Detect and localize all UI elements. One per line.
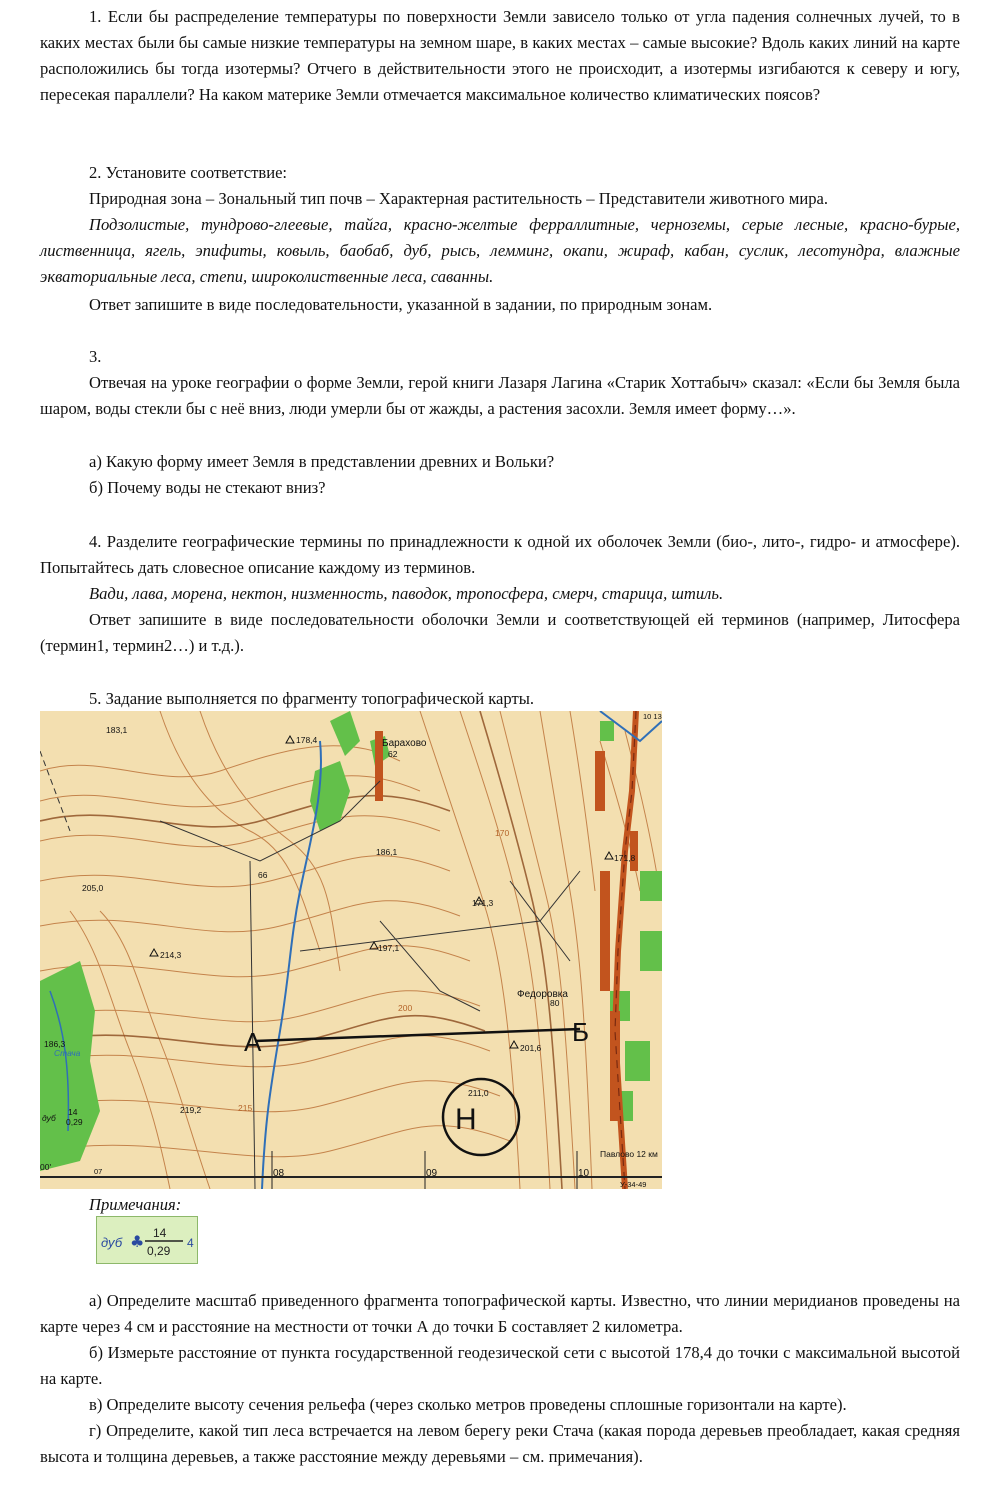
map-label-178-4: 178,4 [296,735,318,745]
topographic-map [40,711,662,1189]
map-label-corner: 10 13 [643,712,662,721]
map-label-215: 215 [238,1103,253,1113]
map-label-dub-h: 14 [68,1107,78,1117]
map-label-pavlovo: Павлово 12 км [600,1149,658,1159]
map-label-grid-07: 07 [94,1167,103,1176]
question-4-answer-note: Ответ запишите в виде последовательности оболочки Земли и соответствующей ей терминов (например, Литосфера (термин1, термин2…) и т.д.). [40,610,960,655]
map-label-barakhovo: Барахово [382,738,427,749]
legend-height: 14 [153,1226,167,1240]
question-3-b: б) Почему воды не стекают вниз? [89,478,326,497]
map-label-171-8: 171,8 [614,853,636,863]
map-label-211-0: 211,0 [468,1088,489,1098]
question-1-text: 1. Если бы распределение температуры по поверхности Земли зависело только от угла падения солнечных лучей, то в каких местах были бы самые низкие температуры на земном шаре, в каких местах – самые высокие? Вдоль каких линий на карте расположились бы тогда изотермы? Отчего в действительности этого не происходит, а изотермы изгибаются к северу и югу, пересекая параллели? На каком материке Земли отмечается максимальное количество климатических поясов? [40,7,960,104]
map-label-river: Стача [54,1048,81,1058]
map-label-fedorovka: Федоровка [517,989,568,1000]
question-2-terms: Подзолистые, тундрово-глеевые, тайга, красно-желтые ферраллитные, черноземы, серые лесные, красно-бурые, лиственница, ягель, эпифиты, ковыль, баобаб, дуб, рысь, лемминг, окапи, жираф, кабан, суслик, лесотундра, влажные экваториальные леса, степи, широколиственные леса, саванны. [40,215,960,286]
question-5-a: а) Определите масштаб приведенного фрагмента топографической карты. Известно, что линии меридианов проведены на карте через 4 см и расстояние на местности от точки А до точки Б составляет 2 километра. [40,1291,960,1336]
legend-spacing: 4 [187,1236,194,1250]
question-3-text: Отвечая на уроке географии о форме Земли, герой книги Лазаря Лагина «Старик Хоттабыч» сказал: «Если бы Земля была шаром, воды стекли бы с неё вниз, люди умерли бы от жажды, а растения засохли. Земля имеет форму…». [40,373,960,418]
map-label-171-3: 171,3 [472,898,494,908]
question-2-answer-note: Ответ запишите в виде последовательности, указанной в задании, по природным зонам. [89,295,713,314]
map-label-66: 66 [258,870,268,880]
map-label-197-1: 197,1 [378,943,400,953]
map-label-201-6: 201,6 [520,1043,542,1053]
map-label-214-3: 214,3 [160,950,182,960]
map-label-186-1: 186,1 [376,847,398,857]
notes-label: Примечания: [89,1195,182,1214]
map-label-200: 200 [398,1003,413,1013]
question-5-c: в) Определите высоту сечения рельефа (через сколько метров проведены сплошные горизонтали на карте). [89,1395,847,1414]
map-label-186-3: 186,3 [44,1039,66,1049]
map-label-grid-10: 10 [578,1168,590,1179]
map-label-219-2: 219,2 [180,1105,202,1115]
map-point-a: А [244,1027,262,1057]
map-label-grid-08: 08 [273,1168,285,1179]
map-label-dub: дуб [42,1113,56,1123]
map-label-barakhovo-h: 62 [388,749,398,759]
question-2-heading: 2. Установите соответствие: [89,163,288,182]
question-3-number: 3. [89,347,102,366]
question-2-columns: Природная зона – Зональный тип почв – Характерная растительность – Представители животного мира. [89,189,829,208]
question-4-terms: Вади, лава, морена, нектон, низменность, паводок, тропосфера, смерч, старица, штиль. [89,584,724,603]
map-label-205-0: 205,0 [82,883,104,893]
map-label-grid-00: 00' [40,1162,52,1172]
map-point-b: Б [572,1017,590,1047]
map-point-h: Н [455,1103,477,1136]
question-3-a: а) Какую форму имеет Земля в представлении древних и Вольки? [89,452,555,471]
map-label-183-1: 183,1 [106,725,128,735]
legend-thickness: 0,29 [147,1244,171,1258]
map-label-fedorovka-h: 80 [550,998,560,1008]
question-5-b: б) Измерьте расстояние от пункта государственной геодезической сети с высотой 178,4 до точки с максимальной высотой на карте. [40,1343,960,1388]
map-label-sheet: У-34-49 [620,1180,647,1189]
question-5-text: 5. Задание выполняется по фрагменту топографической карты. [89,689,535,708]
map-label-170: 170 [495,828,510,838]
map-label-grid-09: 09 [426,1168,438,1179]
legend-dub: дуб [101,1235,123,1250]
oak-forest-legend [96,1216,198,1264]
question-4-text: 4. Разделите географические термины по принадлежности к одной их оболочек Земли (био-, лито-, гидро- и атмосфере). Попытайтесь дать словесное описание каждому из терминов. [40,532,960,577]
question-5-d: г) Определите, какой тип леса встречается на левом берегу реки Стача (какая порода деревьев преобладает, какая средняя высота и толщина деревьев, а также расстояние между деревьями – см. примечания). [40,1421,960,1466]
map-label-dub-d: 0,29 [66,1117,83,1127]
oak-tree-icon: ♣ [130,1232,145,1251]
